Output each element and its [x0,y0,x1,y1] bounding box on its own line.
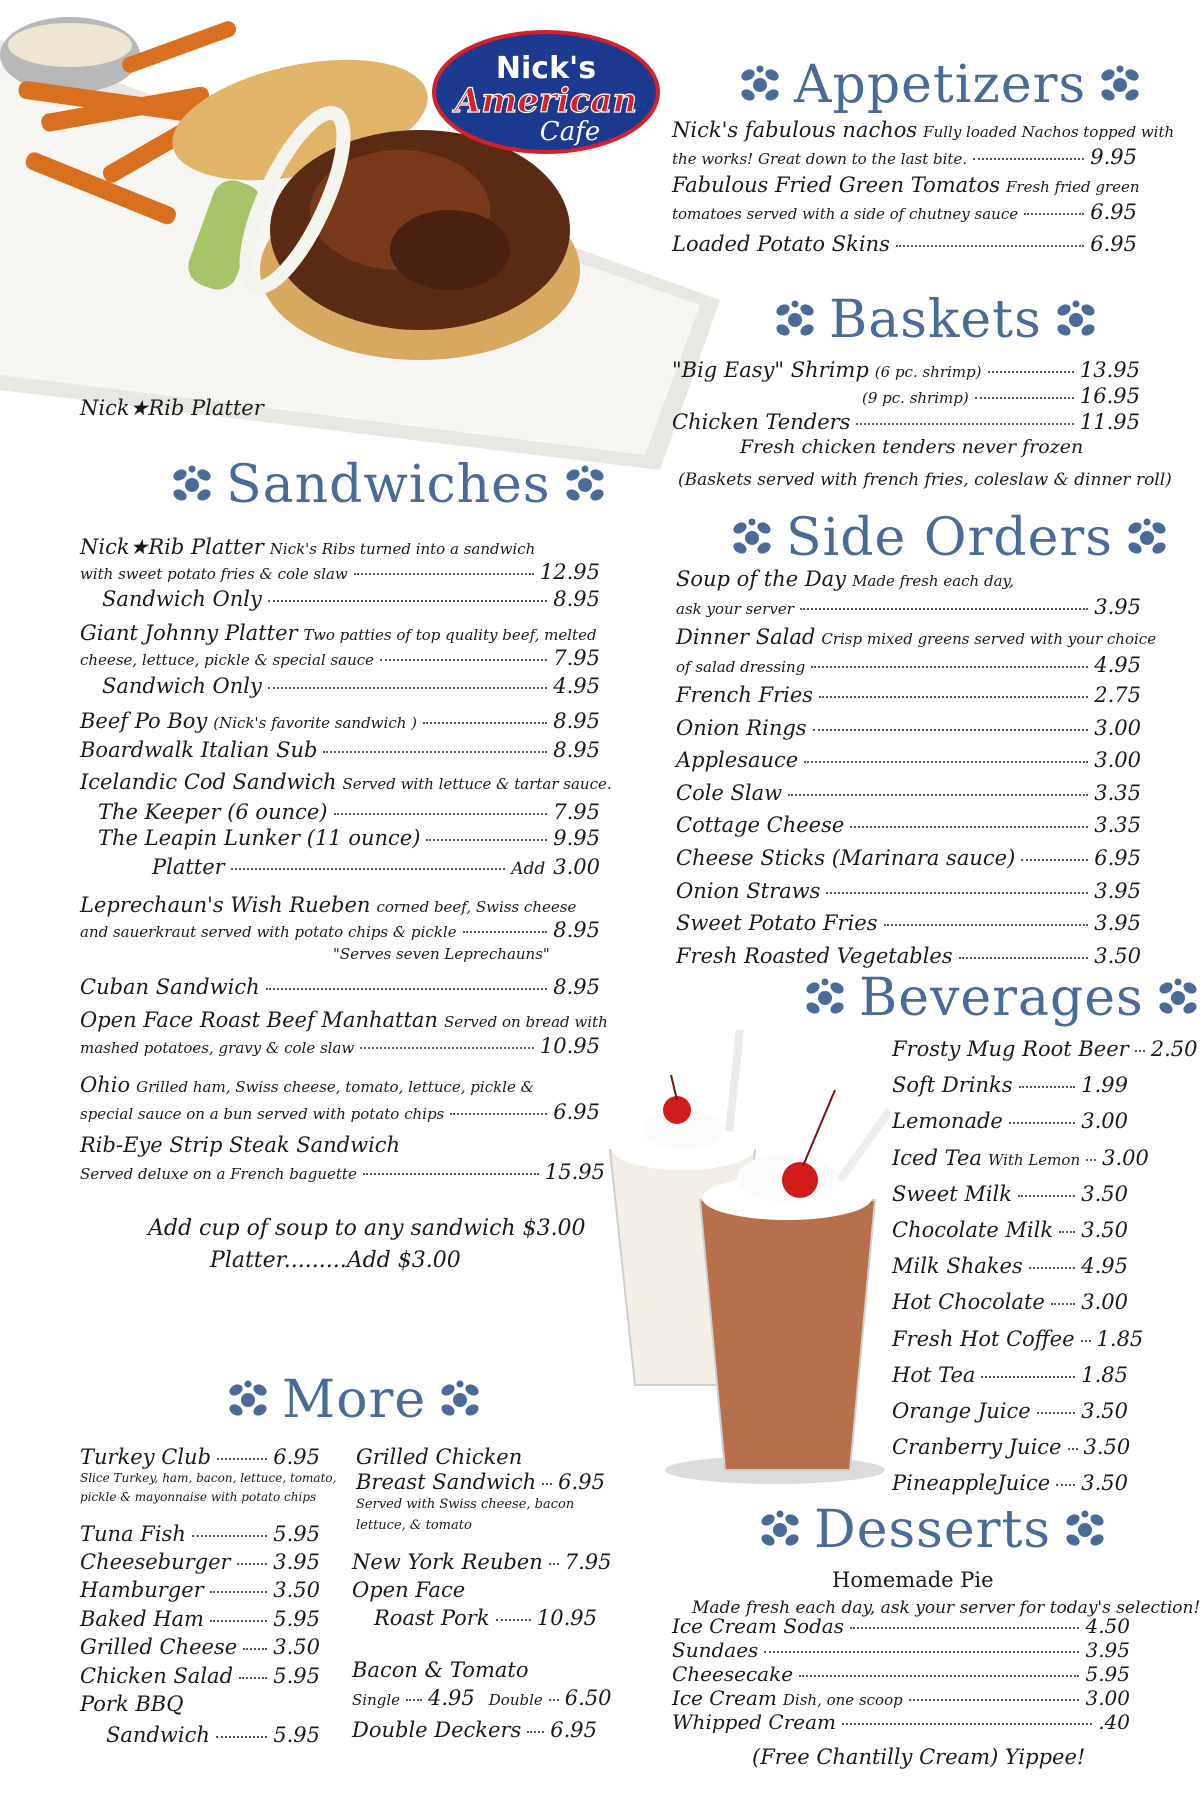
dessert-item: Whipped Cream .40 [672,1710,1130,1734]
flourish-icon [1065,1510,1105,1550]
flourish-icon [1158,978,1198,1018]
sandwich-roast-beef-line2: mashed potatoes, gravy & cole slaw 10.95 [80,1034,600,1058]
sandwich-rib-platter: Nick★Rib Platter Nick's Ribs turned into a sandwich [80,535,536,559]
sandwich-po-boy: Beef Po Boy (Nick's favorite sandwich ) 8.95 [80,709,600,733]
more-double-deckers: Double Deckers 6.95 [352,1718,597,1742]
desserts-subnote: Made fresh each day, ask your server for today's selection! [692,1598,1200,1618]
desserts-subtitle: Homemade Pie [832,1568,994,1592]
appetizer-potato-skins: Loaded Potato Skins 6.95 [672,232,1137,256]
desserts-title: Desserts [814,1500,1052,1560]
sandwich-roast-beef-manhattan: Open Face Roast Beef Manhattan Served on bread with [80,1008,608,1032]
side-order-item: Cheese Sticks (Marinara sauce) 6.95 [676,846,1141,870]
sandwich-keeper: The Keeper (6 ounce) 7.95 [98,800,600,824]
dessert-item: Sundaes 3.95 [672,1638,1130,1662]
more-pork-bbq-line2: Sandwich 5.95 [106,1723,320,1747]
dessert-item: Ice Cream Sodas 4.50 [672,1614,1130,1638]
dessert-item: Ice Cream Dish, one scoop 3.00 [672,1686,1130,1710]
more-bacon-tomato: Bacon & Tomato [352,1658,529,1682]
flourish-icon [732,518,772,558]
sandwich-rib-only: Sandwich Only 8.95 [102,587,600,611]
more-cheeseburger: Cheeseburger 3.95 [80,1550,320,1574]
more-grilled-chicken: Grilled Chicken [356,1445,523,1469]
more-grilled-chicken-desc2: lettuce, & tomato [356,1518,472,1533]
side-order-item: French Fries 2.75 [676,683,1141,707]
more-turkey-club-desc2: pickle & mayonnaise with potato chips [80,1490,317,1504]
baskets-note2: (Baskets served with french fries, coleslaw & dinner roll) [678,470,1172,490]
side-order-item: Sweet Potato Fries 3.95 [676,911,1141,936]
side-dinner-salad-line2: of salad dressing 4.95 [676,653,1141,677]
sandwich-rib-eye: Rib-Eye Strip Steak Sandwich [80,1133,401,1157]
beverage-item: Lemonade 3.00 [892,1109,1128,1134]
beverage-item: Cranberry Juice 3.50 [892,1435,1131,1460]
sandwich-leprechaun-line2: and sauerkraut served with potato chips & pickle 8.95 [80,918,600,942]
baskets-title: Baskets [829,290,1042,350]
baskets-note1: Fresh chicken tenders never frozen [740,436,1084,458]
basket-shrimp-6: "Big Easy" Shrimp (6 pc. shrimp) 13.95 [672,358,1140,382]
flourish-icon [1056,300,1096,340]
side-order-item: Cottage Cheese 3.35 [676,813,1141,838]
side-dinner-salad: Dinner Salad Crisp mixed greens served with your choice [676,625,1157,649]
photo-caption: Nick★Rib Platter [80,396,264,420]
more-grilled-cheese: Grilled Cheese 3.50 [80,1635,320,1659]
flourish-icon [440,1380,480,1420]
beverage-item: Frosty Mug Root Beer 2.50 [892,1037,1198,1061]
beverage-item: Milk Shakes 4.95 [892,1254,1128,1279]
milkshakes-photo [605,1030,890,1490]
sandwiches-title: Sandwiches [226,455,551,515]
flourish-icon [1100,65,1140,105]
more-baked-ham: Baked Ham 5.95 [80,1607,320,1631]
more-hamburger: Hamburger 3.50 [80,1578,320,1602]
beverage-item: Soft Drinks 1.99 [892,1073,1128,1098]
side-order-item: Onion Rings 3.00 [676,715,1141,740]
appetizer-green-tomatos-line2: tomatoes served with a side of chutney sauce 6.95 [672,200,1137,224]
side-soup-line2: ask your server 3.95 [676,595,1141,619]
beverage-item: Chocolate Milk 3.50 [892,1218,1128,1242]
appetizers-title: Appetizers [794,55,1087,115]
desserts-footer: (Free Chantilly Cream) Yippee! [752,1745,1086,1769]
more-title: More [282,1370,427,1430]
sandwich-rib-platter-line2: with sweet potato fries & cole slaw 12.95 [80,560,600,584]
sandwich-addon-platter: Platter.........Add $3.00 [210,1248,461,1273]
sandwich-italian-sub: Boardwalk Italian Sub 8.95 [80,738,600,762]
flourish-icon [740,65,780,105]
side-orders-title: Side Orders [786,508,1113,568]
logo-line3: Cafe [539,117,601,147]
basket-chicken-tenders: Chicken Tenders 11.95 [672,410,1140,434]
sandwich-cuban: Cuban Sandwich 8.95 [80,975,600,999]
sandwich-ohio: Ohio Grilled ham, Swiss cheese, tomato, lettuce, pickle & [80,1073,534,1097]
beverages-title: Beverages [859,968,1144,1028]
side-order-item: Cole Slaw 3.35 [676,780,1141,805]
more-chicken-salad: Chicken Salad 5.95 [80,1664,320,1688]
side-order-item: Fresh Roasted Vegetables 3.50 [676,943,1141,968]
flourish-icon [228,1380,268,1420]
beverage-item: Orange Juice 3.50 [892,1399,1128,1423]
more-roast-pork: Roast Pork 10.95 [374,1606,597,1630]
side-order-item: Applesauce 3.00 [676,748,1141,773]
basket-shrimp-9: (9 pc. shrimp) 16.95 [862,384,1140,408]
sandwich-icelandic-cod: Icelandic Cod Sandwich Served with lettuce & tartar sauce. [80,770,612,794]
sandwich-johnny-only: Sandwich Only 4.95 [102,674,600,698]
more-heading [228,1370,480,1430]
side-orders-heading [732,508,1167,568]
beverage-item: Iced Tea With Lemon 3.00 [892,1145,1149,1170]
appetizer-green-tomatos: Fabulous Fried Green Tomatos Fresh fried green [672,173,1140,197]
more-new-york-reuben: New York Reuben 7.95 [352,1550,612,1574]
more-turkey-club-desc: Slice Turkey, ham, bacon, lettuce, tomato, [80,1471,337,1485]
flourish-icon [172,465,212,505]
side-order-item: Onion Straws 3.95 [676,878,1141,903]
flourish-icon [805,978,845,1018]
logo-line2: American [454,81,638,121]
beverage-item: PineappleJuice 3.50 [892,1471,1128,1496]
more-grilled-chicken-line2: Breast Sandwich 6.95 [356,1470,605,1494]
more-grilled-chicken-desc: Served with Swiss cheese, bacon [356,1497,575,1512]
sandwich-giant-johnny-line2: cheese, lettuce, pickle & special sauce 7.95 [80,646,600,670]
flourish-icon [775,300,815,340]
leprechaun-note: "Serves seven Leprechauns" [333,945,550,963]
appetizer-nachos-line2: the works! Great down to the last bite. 9.95 [672,145,1137,169]
beverages-heading [805,968,1198,1028]
more-pork-bbq: Pork BBQ [80,1692,184,1716]
logo-line1: Nick's [495,51,597,86]
dessert-item: Cheesecake 5.95 [672,1662,1130,1686]
beverage-item: Sweet Milk 3.50 [892,1181,1128,1206]
sandwiches-heading [172,455,605,515]
more-bacon-tomato-prices: Single 4.95 Double 6.50 [352,1686,612,1710]
sandwich-rib-eye-line2: Served deluxe on a French baguette 15.95 [80,1160,605,1184]
flourish-icon [760,1510,800,1550]
flourish-icon [565,465,605,505]
nicks-american-cafe-logo [430,28,662,156]
beverage-item: Hot Tea 1.85 [892,1362,1128,1387]
sandwich-giant-johnny: Giant Johnny Platter Two patties of top quality beef, melted [80,621,597,645]
more-turkey-club: Turkey Club 6.95 [80,1445,320,1469]
more-tuna-fish: Tuna Fish 5.95 [80,1522,320,1546]
desserts-heading [760,1500,1105,1560]
more-open-face: Open Face [352,1578,466,1602]
sandwich-addon-soup: Add cup of soup to any sandwich $3.00 [148,1216,586,1241]
sandwich-leprechaun: Leprechaun's Wish Rueben corned beef, Swiss cheese [80,893,577,917]
baskets-heading [775,290,1096,350]
appetizers-heading [740,55,1140,115]
flourish-icon [1127,518,1167,558]
side-soup-of-the-day: Soup of the Day Made fresh each day, [676,567,1014,591]
sandwich-leapin-lunker: The Leapin Lunker (11 ounce) 9.95 [98,826,600,850]
sandwich-cod-platter: Platter Add 3.00 [152,855,600,879]
appetizer-nachos: Nick's fabulous nachos Fully loaded Nachos topped with [672,118,1175,142]
sandwich-ohio-line2: special sauce on a bun served with potato chips 6.95 [80,1100,600,1124]
beverage-item: Fresh Hot Coffee 1.85 [892,1326,1144,1351]
beverage-item: Hot Chocolate 3.00 [892,1290,1128,1315]
